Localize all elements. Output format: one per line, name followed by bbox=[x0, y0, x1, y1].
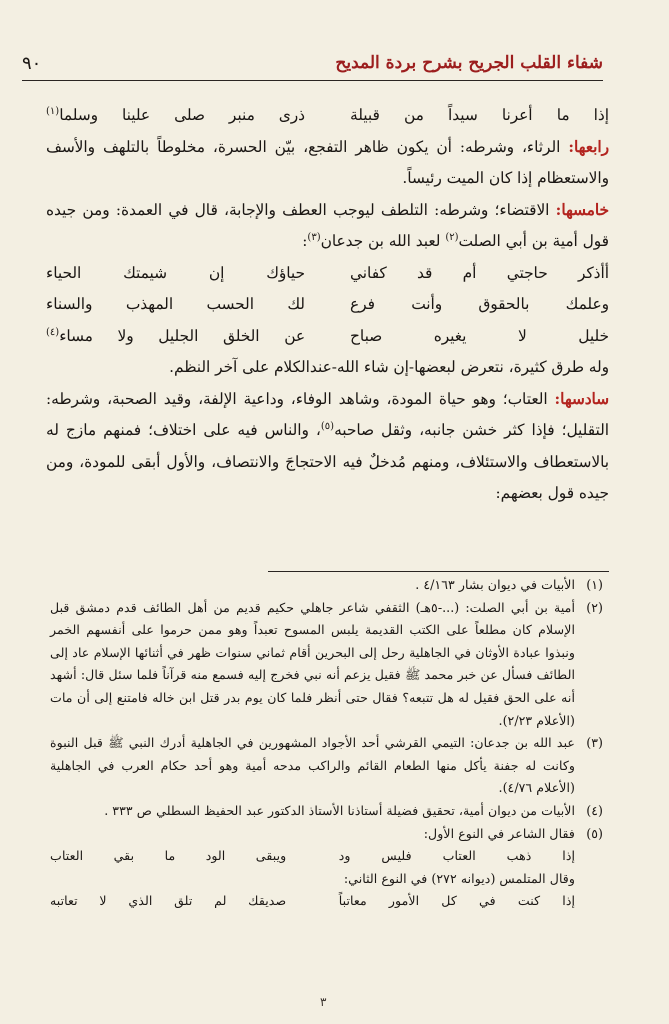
verse-hemistich-right: أأذكر حاجتي أم قد كفاني bbox=[350, 263, 609, 282]
verse-hemistich-left: ويبقى الود ما بقي العتاب bbox=[50, 848, 287, 864]
footnote bbox=[50, 574, 603, 597]
signature-mark: ٣ bbox=[320, 995, 327, 1009]
section-label: خامسها: bbox=[555, 200, 609, 219]
section-label: سادسها: bbox=[554, 389, 609, 408]
footnote-prose: وقال المتلمس (ديوانه ٢٧٢) في النوع الثاني: bbox=[343, 870, 575, 886]
footnotes bbox=[50, 574, 603, 913]
verse-hemistich-right: وعلمك بالحقوق وأنت فرع bbox=[350, 295, 609, 313]
verse-hemistich-right: إذا ذهب العتاب فليس ود bbox=[338, 848, 575, 864]
paragraph-text: : bbox=[302, 232, 308, 250]
footnote bbox=[50, 597, 603, 733]
main-text bbox=[46, 100, 609, 510]
footnote-marker: (٢) bbox=[445, 231, 459, 243]
paragraph-khamis bbox=[46, 195, 609, 258]
paragraph-after-verses: وله طرق كثيرة، نتعرض لبعضها-إن شاء الله-عندالكلام على آخر النظم. bbox=[169, 358, 609, 376]
footnote bbox=[50, 823, 603, 846]
footnote-verse bbox=[50, 890, 603, 913]
footnote-marker: (٣) bbox=[307, 231, 321, 243]
verse-line bbox=[46, 258, 609, 290]
footnote bbox=[50, 732, 603, 800]
footnote-verse bbox=[50, 845, 603, 868]
verse-hemistich-right: إذا كنت في كل الأمور معاتباً bbox=[338, 893, 575, 909]
header-rule bbox=[22, 80, 603, 81]
verse-hemistich-right: إذا ما أعرنا سيداً من قبيلة bbox=[350, 106, 609, 124]
footnote-marker: (١) bbox=[46, 105, 60, 117]
footnote-number: (٣) bbox=[586, 735, 603, 751]
page-number: ٩٠ bbox=[22, 52, 42, 74]
verse-hemistich-left: حياؤك إن شيمتك الحياء bbox=[46, 263, 305, 282]
verse-line bbox=[46, 100, 609, 132]
verse-hemistich-left: ذرى منبر صلى علينا وسلما$^{(١)}$ bbox=[46, 105, 305, 124]
paragraph-text: العتاب؛ وهو حياة المودة، وشاهد الوفاء، وداعية الإلفة، وقيد الصحبة، وشرطه: التقليل؛ فإذا كثر خشن جانبه، وثقل صاحبه bbox=[46, 389, 609, 439]
paragraph-text: لعبد الله بن جدعان bbox=[320, 232, 446, 250]
footnote-text: أمية بن أبي الصلت: (...-٥هـ) الثقفي شاعر جاهلي حكيم قديم من أهل الطائف قدم دمشق قبل الإسلام كان مطلعاً على الكتب القديمة يلبس المسوح تعبداً وهو ممن حرموا على أنفسهم الخمر ونبذوا عبادة الأوثان في الجاهلية رحل إلى البحرين أقام ثماني سنوات ظهر في أثنائها الإسلام عاد إلى الطائف فسأل عن خبر محمد ﷺ فقيل يزعم أنه نبي فخرج إليه فسمع منه قرآناً فلما سئل قال: أشهد أنه على الحق فقيل له هل تتبعه؟ فقال حتى أنظر فلما كان يوم بدر قتل ابن خاله فامتنع إلى أن مات (الأعلام ٢/٢٣). bbox=[50, 599, 575, 728]
footnote-number: (٥) bbox=[586, 825, 603, 841]
footnote-text: الأبيات في ديوان بشار ٤/١٦٣ . bbox=[415, 577, 575, 592]
verse-line bbox=[46, 321, 609, 353]
verse-hemistich-left: صديقك لم تلق الذي لا تعاتبه bbox=[50, 893, 287, 909]
section-label: رابعها: bbox=[568, 137, 609, 156]
footnote-marker: (٥) bbox=[320, 420, 335, 432]
footnote-marker: (٤) bbox=[46, 326, 60, 338]
footnote bbox=[50, 800, 603, 823]
verse-hemistich-left: لك الحسب المهذب والسناء bbox=[46, 295, 305, 313]
paragraph-text: الاقتضاء؛ وشرطه: التلطف ليوجب العطف والإجابة، قال في العمدة: ومن جيده قول أمية بن أبي الصلت bbox=[46, 200, 609, 250]
footnote-number: (١) bbox=[586, 577, 603, 592]
verse-hemistich-right: خليل لا يغيره صباح bbox=[350, 326, 609, 345]
running-header bbox=[22, 50, 603, 76]
footnote-text: عبد الله بن جدعان: التيمي القرشي أحد الأجواد المشهورين في الجاهلية أدرك النبي ﷺ قبل النبوة وكانت له جفنة يأكل منها الطعام القائم والراكب مدحه أمية وهو أحد حكام العرب في الجاهلية (الأعلام ٤/٧٦). bbox=[50, 735, 575, 796]
verse-line bbox=[46, 289, 609, 321]
footnote-number: (٤) bbox=[586, 802, 603, 818]
footnote-number: (٢) bbox=[586, 599, 603, 615]
running-title: شفاء القلب الجريح بشرح بردة المديح bbox=[335, 53, 603, 73]
paragraph-text: ، والناس فيه على اختلاف؛ فمنهم مازج له بالاستعطاف والاستئلاف، ومنهم مُدخلٌ فيه الاحتجاجَ والانتصاف، والأول أبقى للمودة، ومن جيده قول بعضهم: bbox=[46, 421, 609, 502]
paragraph-sadis bbox=[46, 384, 609, 510]
footnote-rule bbox=[268, 571, 609, 572]
paragraph-text: الرثاء، وشرطه: أن يكون ظاهر التفجع، بيّن الحسرة، مخلوطاً بالتلهف والأسف والاستعظام إذا كان الميت رئيساً. bbox=[46, 137, 609, 187]
footnote-text: فقال الشاعر في النوع الأول: bbox=[423, 825, 575, 841]
footnote-text: الأبيات من ديوان أمية، تحقيق فضيلة أستاذنا الأستاذ الدكتور عبد الحفيظ السطلي ص ٣٣٣ . bbox=[104, 802, 575, 818]
paragraph-rabi bbox=[46, 132, 609, 195]
verse-hemistich-left: عن الخلق الجليل ولا مساء$^{(٤)}$ bbox=[46, 326, 305, 345]
